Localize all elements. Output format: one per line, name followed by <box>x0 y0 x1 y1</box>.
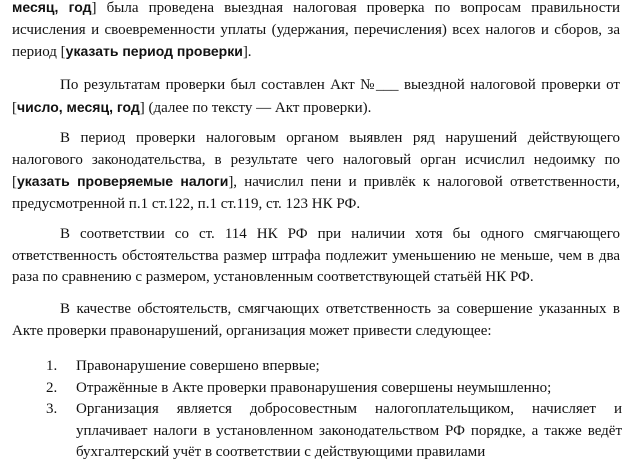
list-item-number: 2. <box>46 379 58 396</box>
list-item-text: Правонарушение совершено впервые; <box>76 358 320 374</box>
list-item-number: 1. <box>46 358 58 374</box>
paragraph-audit-info <box>12 0 620 64</box>
list-item <box>46 378 622 400</box>
paragraph-text: ]. <box>242 44 252 60</box>
paragraph-text: По результатам проверки был составлен Акт №___ выездной налоговой проверки от [ <box>12 77 620 116</box>
paragraph-text: В соответствии со ст. 114 НК РФ при наличии хотя бы одного смягчающего ответственность обстоятельства размер штрафа подлежит уменьшению не меньше, чем в два раза по сравнению с размером, установленным соответствующей статьёй НК РФ. <box>12 226 620 285</box>
paragraph-violations <box>12 128 620 215</box>
placeholder-act-date: число, месяц, год <box>17 98 140 115</box>
paragraph-mitigating-circumstances <box>12 299 620 342</box>
paragraph-text: ] (далее по тексту — Акт проверки). <box>139 99 372 116</box>
paragraph-text: ], начислил пени и привлёк к налоговой ответственности, предусмотренной п.1 ст.122, п.1 ст.119, ст. 123 НК РФ. <box>12 174 620 212</box>
paragraph-audit-act <box>12 75 620 119</box>
paragraph-text: В период проверки налоговым органом выявлен ряд нарушений действующего налогового законодательства, в результате чего налоговый орган исчислил недоимку по [ <box>12 130 620 190</box>
paragraph-article-114 <box>12 224 620 289</box>
list-item <box>46 356 622 378</box>
list-item <box>46 399 622 461</box>
list-item-text: Отражённые в Акте проверки правонарушения совершены неумышленно; <box>76 379 552 396</box>
placeholder-taxes: указать проверяемые налоги <box>17 173 229 189</box>
paragraph-text: ] была проведена выездная налоговая проверка по вопросам правильности исчисления и своевременности уплаты (удержания, перечисления) всех налогов и сборов, за период [ <box>12 0 621 60</box>
list-item-number: 3. <box>46 401 58 417</box>
paragraph-text: В качестве обстоятельств, смягчающих ответственность за совершение указанных в Акте проверки правонарушений, организация может привести следующее: <box>12 301 620 339</box>
mitigating-circumstances-list <box>46 356 622 461</box>
placeholder-audit-period: указать период проверки <box>65 43 243 59</box>
placeholder-month-year: месяц, год <box>12 0 92 15</box>
list-item-text: Организация является добросовестным налогоплательщиком, начисляет и уплачивает налоги в установленном законодательством РФ порядке, а также ведёт бухгалтерский учёт в соответствии с действующими правилами <box>76 401 622 460</box>
